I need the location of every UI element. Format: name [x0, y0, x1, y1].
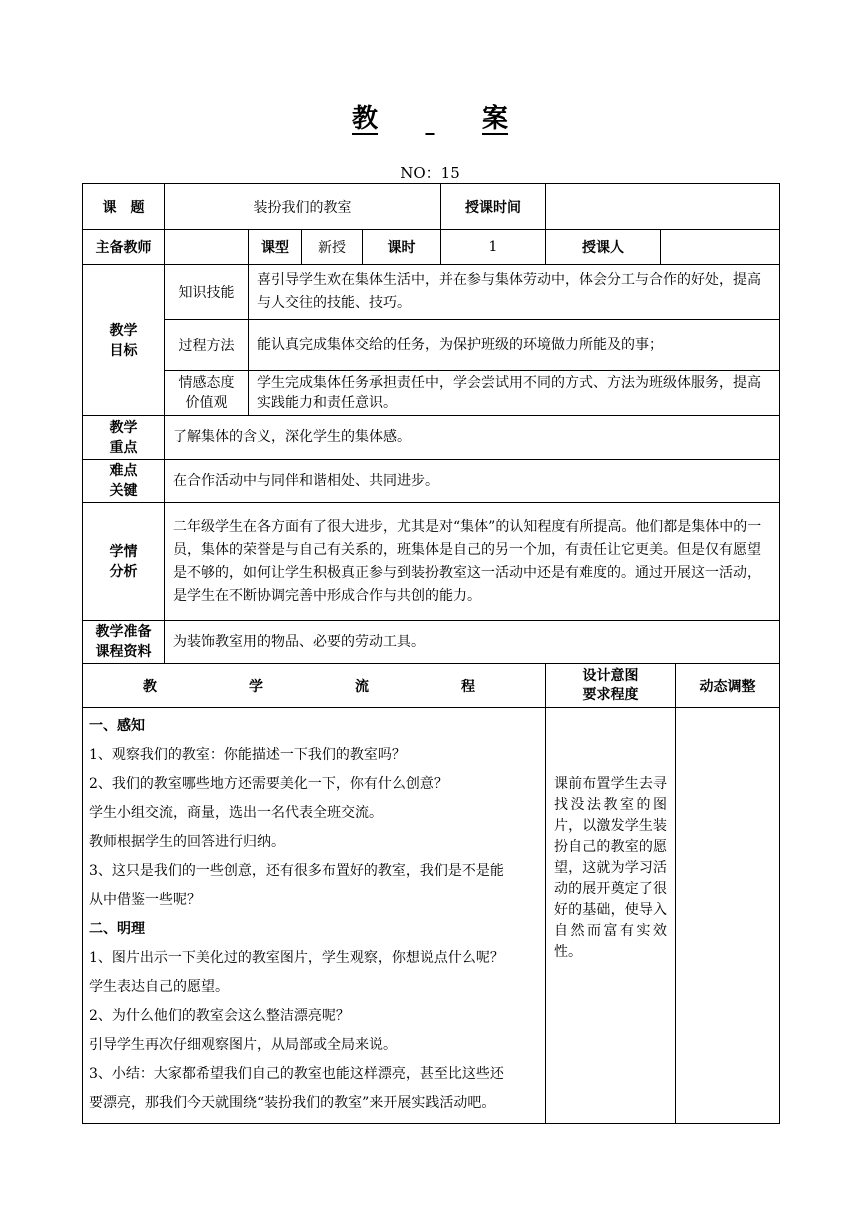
hours-label: 课时: [363, 230, 441, 265]
flow-line: 2、我们的教室哪些地方还需要美化一下，你有什么创意？: [89, 776, 448, 792]
title-char-left: 教: [351, 104, 378, 134]
document-number: NO：15: [400, 164, 460, 182]
time-label: 授课时间: [441, 184, 546, 230]
flow-line: 要漂亮，那我们今天就围绕“装扮我们的教室”来开展实践活动吧。: [89, 1095, 496, 1111]
topic-value: 装扮我们的教室: [165, 184, 441, 230]
hours-value: 1: [441, 230, 546, 265]
flow-line: 学生表达自己的愿望。: [89, 979, 229, 995]
flow-header: 教 学 流 程: [83, 664, 546, 708]
intent-header: 设计意图 要求程度: [546, 664, 676, 708]
flow-line: 3、小结：大家都希望我们自己的教室也能这样漂亮，甚至比这些还: [89, 1066, 504, 1082]
flow-line: 3、这只是我们的一些创意，还有很多布置好的教室，我们是不是能: [89, 863, 504, 879]
teacher-value: [165, 230, 249, 265]
flow-line: 从中借鉴一些呢？: [89, 892, 201, 908]
flow-line: 引导学生再次仔细观察图片，从局部或全局来说。: [89, 1037, 397, 1053]
process-label: 过程方法: [165, 320, 249, 371]
topic-label: 课 题: [83, 184, 165, 230]
adjust-header: 动态调整: [676, 664, 780, 708]
type-label: 课型: [249, 230, 302, 265]
lecturer-value: [661, 230, 780, 265]
emotion-text: 学生完成集体任务承担责任中，学会尝试用不同的方式、方法为班级体服务，提高实践能力和责任意识。: [249, 371, 780, 416]
teacher-label: 主备教师: [83, 230, 165, 265]
type-value: 新授: [302, 230, 363, 265]
flow-line: 二、明理: [89, 921, 145, 937]
flow-line: 学生小组交流，商量，选出一名代表全班交流。: [89, 805, 383, 821]
title-char-right: 案: [482, 104, 509, 134]
focus-text: 了解集体的含义，深化学生的集体感。: [165, 416, 780, 460]
difficulty-label: 难点 关键: [83, 460, 165, 503]
flow-line: 1、观察我们的教室：你能描述一下我们的教室吗？: [89, 747, 406, 763]
prep-label: 教学准备 课程资料: [83, 621, 165, 664]
flow-line: 1、图片出示一下美化过的教室图片，学生观察，你想说点什么呢？: [89, 950, 504, 966]
emotion-label: 情感态度 价值观: [165, 371, 249, 416]
prep-text: 为装饰教室用的物品、必要的劳动工具。: [165, 621, 780, 664]
process-text: 能认真完成集体交给的任务，为保护班级的环境做力所能及的事；: [249, 320, 780, 371]
focus-label: 教学 重点: [83, 416, 165, 460]
flow-line: 2、为什么他们的教室会这么整洁漂亮呢？: [89, 1008, 350, 1024]
flow-line: 一、感知: [89, 718, 145, 734]
adjust-text: [676, 708, 780, 1124]
lecturer-label: 授课人: [546, 230, 661, 265]
analysis-text: 二年级学生在各方面有了很大进步，尤其是对“集体”的认知程度有所提高。他们都是集体中的一员，集体的荣誉是与自己有关系的，班集体是自己的另一个加，有责任让它更美。但是仅有愿望是不够的，如何让学生积极真正参与到装扮教室这一活动中还是有难度的。通过开展这一活动，是学生在不断协调完善中形成合作与共创的能力。: [165, 503, 780, 621]
lesson-plan-table: [82, 183, 780, 1124]
flow-content: [83, 708, 546, 1124]
knowledge-text: 喜引导学生欢在集体生活中，并在参与集体劳动中，体会分工与合作的好处，提高与人交往的技能、技巧。: [249, 265, 780, 320]
flow-line: 教师根据学生的回答进行归纳。: [89, 834, 285, 850]
intent-text: 课前布置学生去寻找没法教室的图片，以激发学生装扮自己的教室的愿望，这就为学习活动的展开奠定了很好的基础，使导入自然而富有实效性。: [546, 708, 676, 1124]
difficulty-text: 在合作活动中与同伴和谐相处、共同进步。: [165, 460, 780, 503]
goals-label: 教学 目标: [83, 265, 165, 416]
time-value: [546, 184, 780, 230]
knowledge-label: 知识技能: [165, 265, 249, 320]
analysis-label: 学情 分析: [83, 503, 165, 621]
document-title: [0, 98, 860, 135]
